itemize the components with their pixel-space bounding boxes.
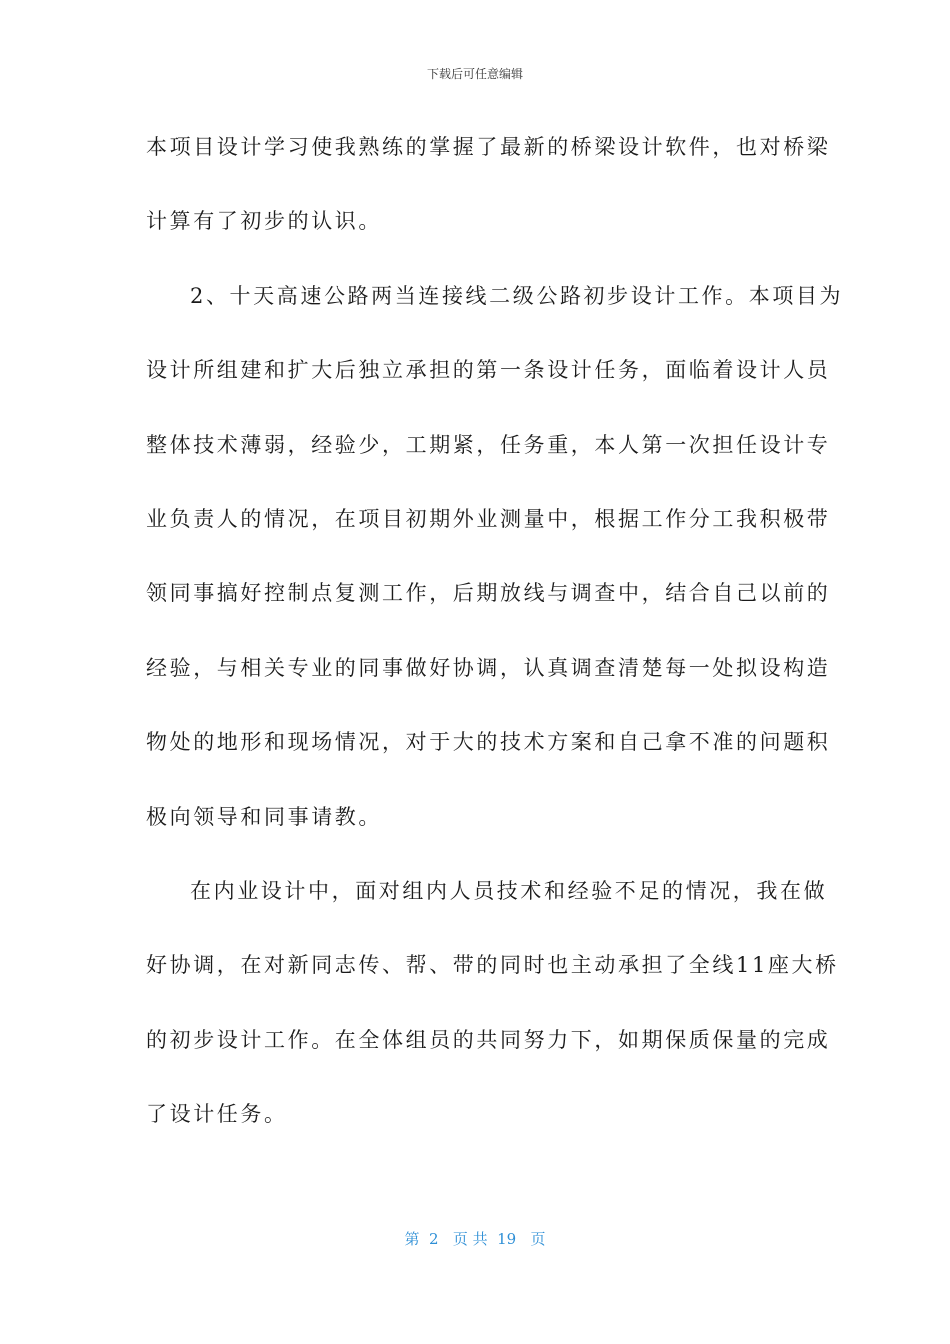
page-header: 下载后可任意编辑 — [426, 67, 523, 81]
body-line: 计算有了初步的认识。 — [146, 209, 382, 234]
body-line: 在内业设计中，面对组内人员技术和经验不足的情况，我在做 — [190, 878, 828, 903]
document-body — [146, 110, 844, 1151]
body-line: 领同事搞好控制点复测工作，后期放线与调查中，结合自己以前的 — [146, 581, 831, 606]
body-line: 整体技术薄弱，经验少，工期紧，任务重，本人第一次担任设计专 — [146, 432, 831, 457]
body-line: 极向领导和同事请教。 — [146, 804, 382, 829]
body-line: 设计所组建和扩大后独立承担的第一条设计任务，面临着设计人员 — [146, 358, 831, 383]
body-line: 物处的地形和现场情况，对于大的技术方案和自己拿不准的问题积 — [146, 730, 831, 755]
body-line: 的初步设计工作。在全体组员的共同努力下，如期保质保量的完成 — [146, 1027, 831, 1052]
body-line: 业负责人的情况，在项目初期外业测量中，根据工作分工我积极带 — [146, 506, 831, 531]
body-line: 了设计任务。 — [146, 1102, 288, 1127]
body-line: 好协调，在对新同志传、帮、带的同时也主动承担了全线11座大桥 — [146, 953, 839, 978]
body-line: 本项目设计学习使我熟练的掌握了最新的桥梁设计软件，也对桥梁 — [146, 135, 831, 159]
page-number-footer: 第 2 页 共 19 页 — [404, 1230, 546, 1248]
body-line: 2、十天高速公路两当连接线二级公路初步设计工作。本项目为 — [190, 283, 844, 308]
body-line: 经验，与相关专业的同事做好协调，认真调查清楚每一处拟设构造 — [146, 655, 831, 680]
